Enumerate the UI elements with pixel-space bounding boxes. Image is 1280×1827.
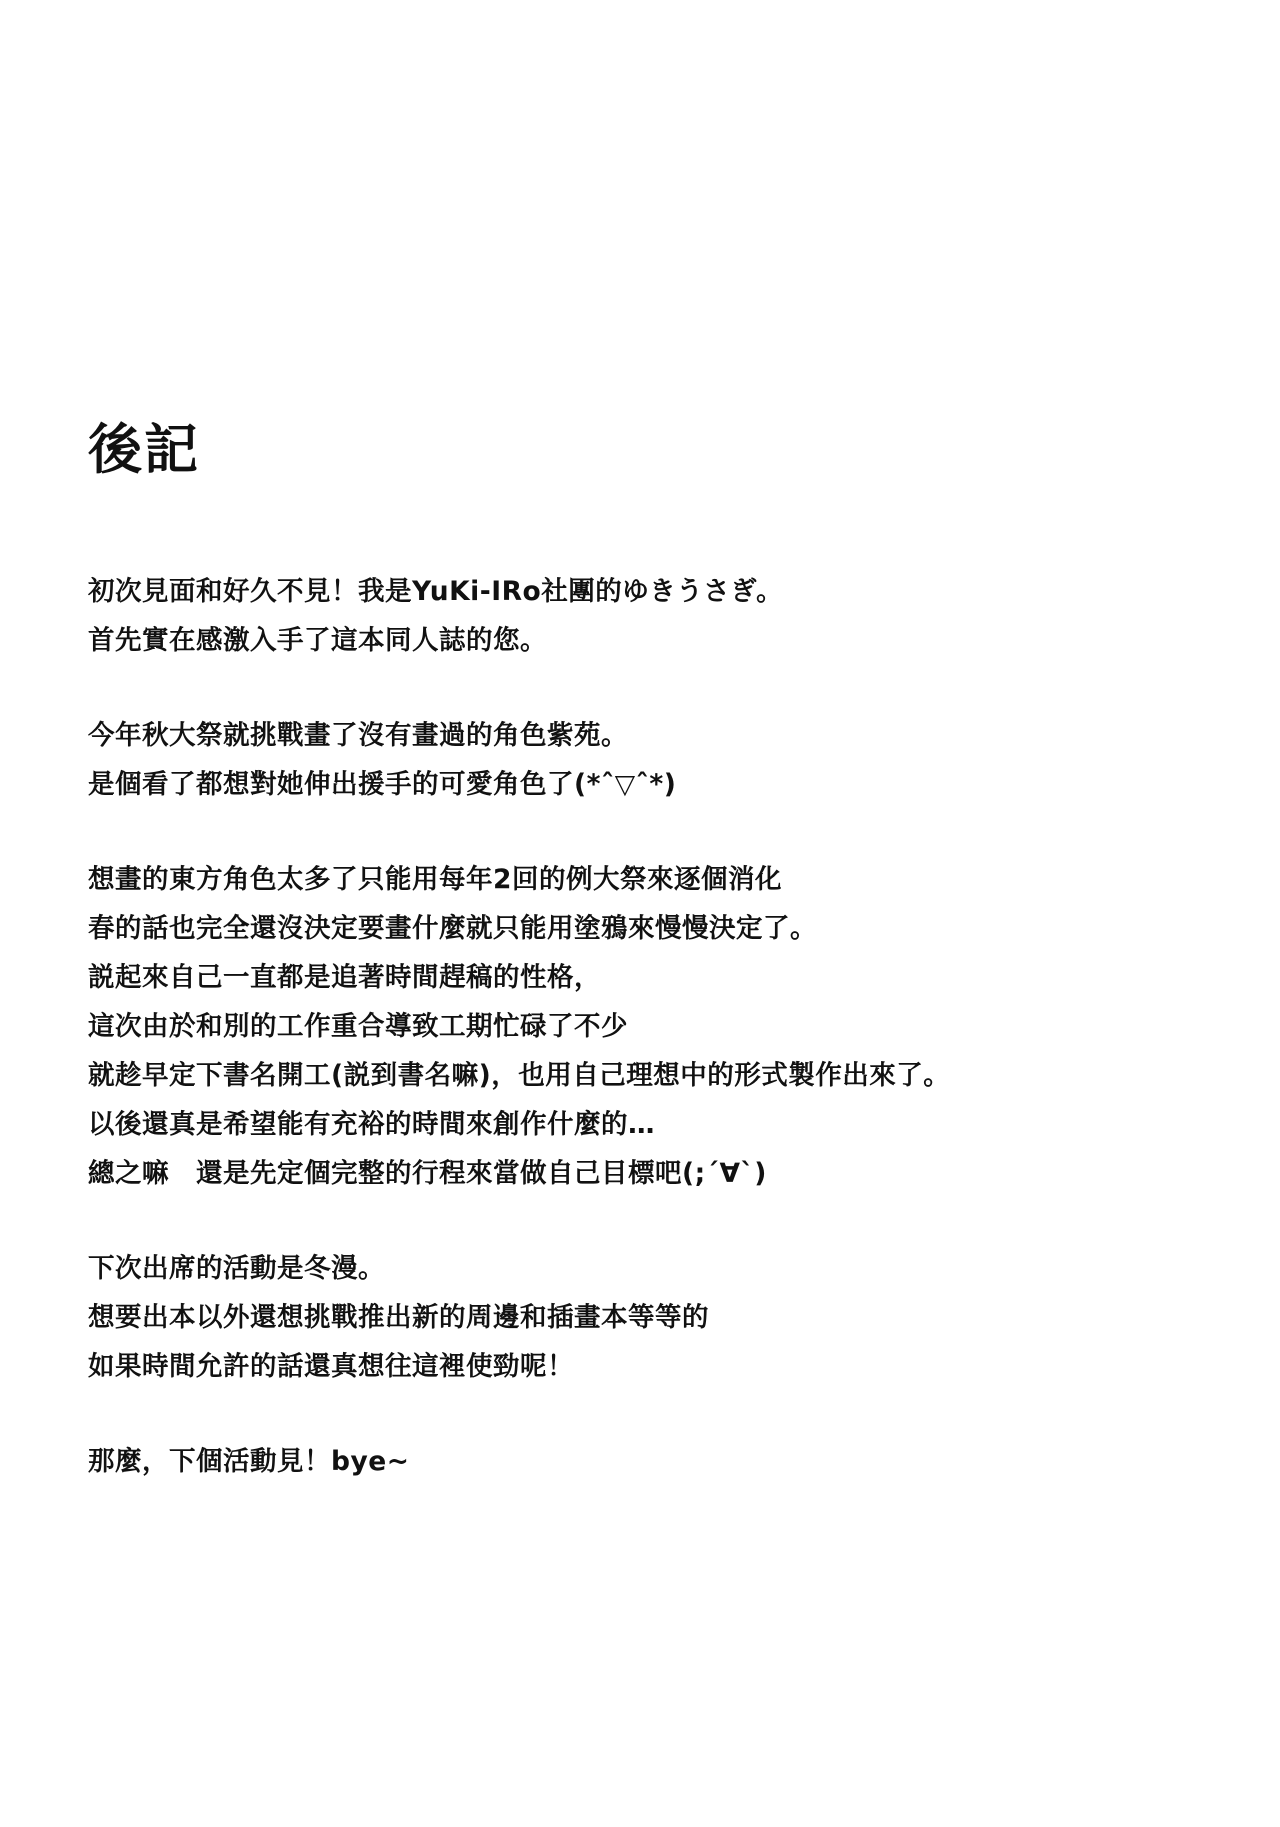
text-line: 那麼，下個活動見！bye~: [88, 1446, 410, 1478]
paragraph-character: [88, 711, 1188, 809]
paragraph-production: [88, 855, 1188, 1198]
paragraph-farewell: [88, 1437, 1188, 1486]
afterword-content: [88, 417, 1188, 1486]
text-line: 今年秋大祭就挑戰畫了沒有畫過的角色紫苑。: [88, 720, 628, 752]
text-line: 想要出本以外還想挑戰推出新的周邊和插畫本等等的: [88, 1302, 709, 1334]
page-title: 後記: [88, 417, 200, 481]
paragraph-next-event: [88, 1244, 1188, 1391]
text-line: 如果時間允許的話還真想往這裡使勁呢！: [88, 1351, 574, 1383]
text-line: 下次出席的活動是冬漫。: [88, 1253, 385, 1285]
text-line: 就趁早定下書名開工(説到書名嘛)，也用自己理想中的形式製作出來了。: [88, 1060, 951, 1092]
text-line: 總之嘛 還是先定個完整的行程來當做自己目標吧(;´∀`): [88, 1158, 767, 1190]
text-line: 以後還真是希望能有充裕的時間來創作什麼的…: [88, 1109, 655, 1141]
text-line: 首先實在感激入手了這本同人誌的您。: [88, 625, 547, 657]
paragraph-greeting: [88, 567, 1188, 665]
text-line: 是個看了都想對她伸出援手的可愛角色了(*ˆ▽ˆ*): [88, 769, 677, 801]
text-line: 春的話也完全還沒決定要畫什麼就只能用塗鴉來慢慢決定了。: [88, 913, 817, 945]
text-line: 説起來自己一直都是追著時間趕稿的性格，: [88, 962, 601, 994]
text-line: 這次由於和別的工作重合導致工期忙碌了不少: [88, 1011, 628, 1043]
text-line: 初次見面和好久不見！我是YuKi-IRo社團的ゆきうさぎ。: [88, 576, 784, 608]
text-line: 想畫的東方角色太多了只能用每年2回的例大祭來逐個消化: [88, 864, 782, 896]
